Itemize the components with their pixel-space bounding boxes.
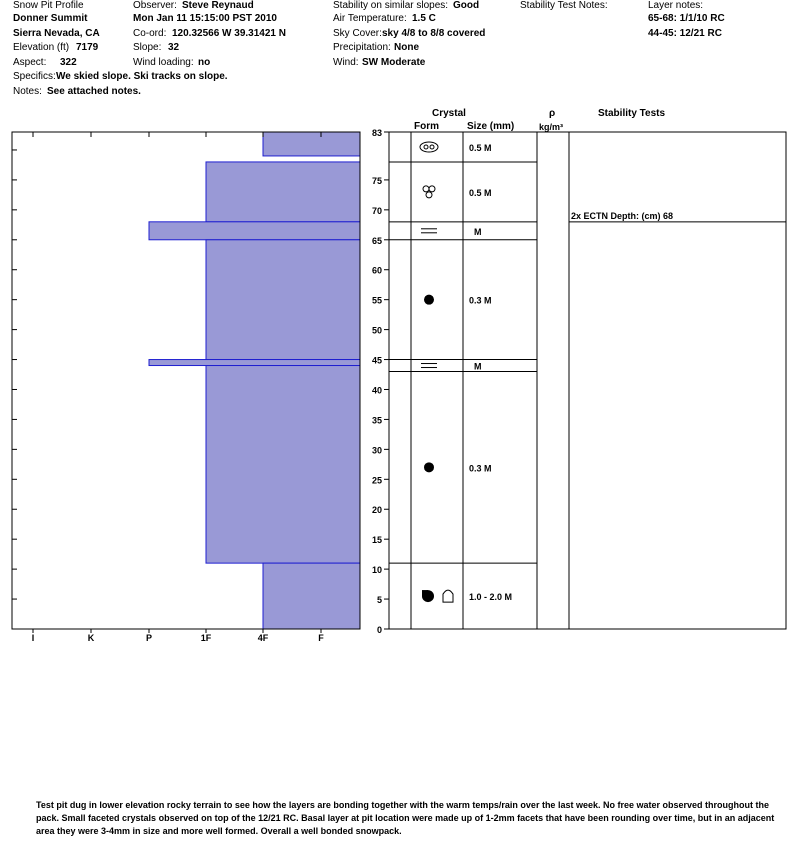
precip-label: Precipitation: — [333, 42, 391, 53]
region: Sierra Nevada, CA — [13, 28, 100, 39]
precipitation-particle-icon — [423, 186, 429, 192]
y-tick-label: 83 — [371, 128, 382, 138]
crystal-size: 0.5 M — [469, 187, 492, 198]
decomposing-fragments-icon — [424, 145, 428, 149]
rounded-grains-icon — [424, 295, 434, 305]
stability-value: Good — [453, 0, 480, 11]
precip-value: None — [394, 42, 419, 53]
specifics-value: We skied slope. Ski tracks on slope. — [56, 71, 228, 82]
stability-tests-header: Stability Tests — [598, 108, 666, 119]
y-tick-label: 10 — [371, 565, 382, 576]
x-tick-label: K — [87, 633, 95, 643]
y-tick-label: 45 — [371, 355, 382, 366]
stability-test-label: 2x ECTN Depth: (cm) 68 — [571, 210, 674, 221]
datetime: Mon Jan 11 15:15:00 PST 2010 — [133, 13, 277, 24]
precipitation-particle-icon — [429, 186, 435, 192]
elevation-value: 7179 — [76, 42, 99, 53]
hardness-bar — [149, 222, 360, 240]
decomposing-fragments-icon — [430, 145, 434, 149]
wind-loading-value: no — [198, 57, 211, 68]
hardness-bar — [263, 563, 360, 629]
y-tick-label: 30 — [371, 445, 382, 456]
density-unit: kg/m³ — [539, 122, 564, 132]
crystal-size: M — [474, 226, 482, 237]
y-tick-label: 25 — [371, 475, 382, 486]
specifics-label: Specifics: — [13, 71, 56, 82]
x-tick-label: I — [31, 633, 35, 643]
size-header: Size (mm) — [467, 121, 515, 132]
y-tick-label: 70 — [371, 205, 382, 216]
wind-label: Wind: — [333, 57, 359, 68]
air-temp-label: Air Temperature: — [333, 13, 407, 24]
coord-value: 120.32566 W 39.31421 N — [172, 28, 286, 39]
x-tick-label: 4F — [257, 633, 269, 643]
hardness-bar — [206, 240, 360, 360]
y-tick-label: 5 — [376, 595, 382, 606]
elevation-label: Elevation (ft) — [13, 42, 70, 53]
aspect-label: Aspect: — [13, 57, 47, 68]
y-tick-label: 15 — [371, 535, 382, 546]
x-tick-label: F — [318, 633, 324, 643]
crystal-size: 1.0 - 2.0 M — [469, 592, 513, 603]
precipitation-particle-icon — [426, 192, 432, 198]
wind-value: SW Moderate — [362, 57, 426, 68]
hardness-bar — [149, 360, 360, 366]
coord-label: Co-ord: — [133, 28, 167, 39]
x-tick-label: P — [145, 633, 153, 643]
aspect-value: 322 — [60, 57, 77, 68]
y-tick-label: 40 — [371, 385, 382, 396]
layer-notes-label: Layer notes: — [648, 0, 704, 11]
hardness-bar — [206, 162, 360, 222]
depth-hoar-icon — [443, 590, 453, 602]
form-header: Form — [414, 121, 439, 132]
y-tick-label: 0 — [376, 625, 382, 635]
crystal-size: 0.3 M — [469, 463, 492, 474]
observer-value: Steve Reynaud — [182, 0, 254, 11]
crystal-header: Crystal — [432, 108, 466, 119]
wind-loading-label: Wind loading: — [133, 57, 194, 68]
decomposing-fragments-icon — [420, 142, 438, 152]
density-header: ρ — [549, 108, 556, 119]
crystal-size: 0.5 M — [469, 142, 492, 153]
page-title: Snow Pit Profile — [13, 0, 84, 11]
crystal-size: M — [474, 361, 482, 372]
observer-label: Observer: — [133, 0, 177, 11]
stability-notes-label: Stability Test Notes: — [520, 0, 608, 11]
y-tick-label: 35 — [371, 415, 382, 426]
crystal-size: 0.3 M — [469, 295, 492, 306]
notes-value: See attached notes. — [47, 86, 141, 97]
faceted-rounded-icon — [422, 590, 428, 596]
footer-notes: Test pit dug in lower elevation rocky terrain to see how the layers are bonding together with the warm temps/rain over the last week. No free water observed throughout the pack. Small faceted crystals observed on top of the 12/21 RC. Basal layer at pit location were made up of 1-2mm facets that have been rounding over time, but in an adjacent area they were 3-4mm in size and more well formed. Overall a well bonded snowpack. — [36, 800, 775, 836]
layer-note: 65-68: 1/1/10 RC — [648, 13, 725, 24]
stability-label: Stability on similar slopes: — [333, 0, 449, 11]
y-tick-label: 20 — [371, 505, 382, 516]
slope-label: Slope: — [133, 42, 162, 53]
y-tick-label: 75 — [371, 175, 382, 186]
y-tick-label: 60 — [371, 265, 382, 276]
rounded-grains-icon — [424, 462, 434, 472]
air-temp-value: 1.5 C — [412, 13, 436, 24]
sky-label: Sky Cover: — [333, 28, 382, 39]
layer-note: 44-45: 12/21 RC — [648, 28, 722, 39]
y-tick-label: 65 — [371, 235, 382, 246]
hardness-bar — [206, 366, 360, 564]
profile-table-frame — [411, 132, 786, 629]
hardness-bar — [263, 132, 360, 156]
sky-value: sky 4/8 to 8/8 covered — [382, 28, 486, 39]
x-tick-label: 1F — [200, 633, 212, 643]
notes-label: Notes: — [13, 86, 42, 97]
location: Donner Summit — [13, 13, 88, 24]
slope-value: 32 — [168, 42, 180, 53]
y-tick-label: 50 — [371, 325, 382, 336]
y-tick-label: 55 — [371, 295, 382, 306]
